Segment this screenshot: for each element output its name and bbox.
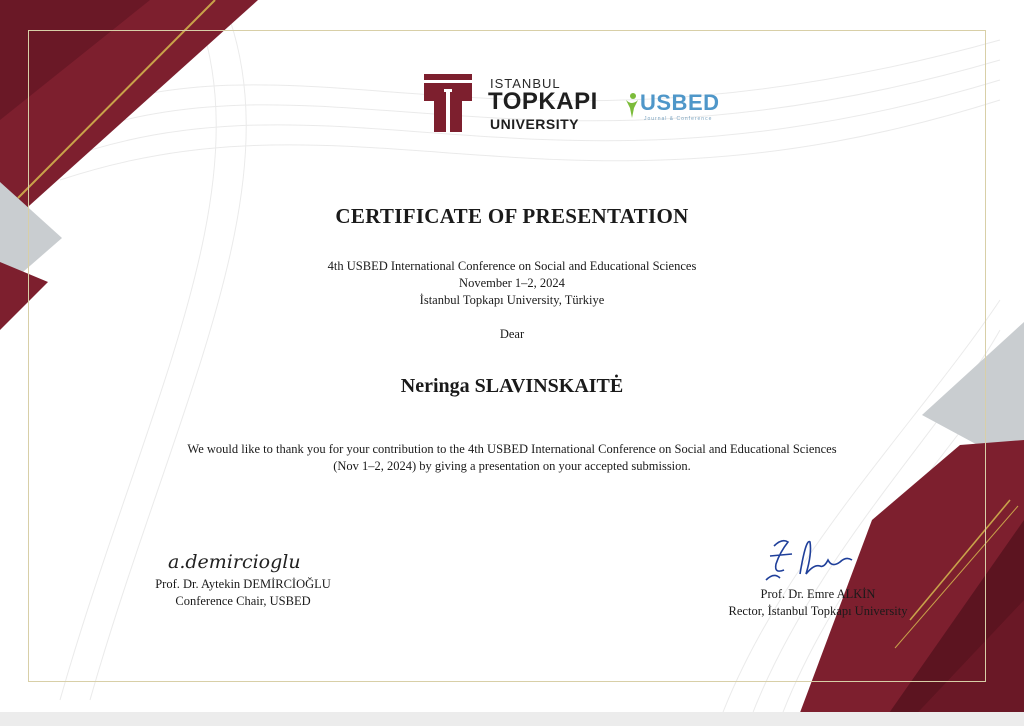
right-signatory-role: Rector, İstanbul Topkapı University <box>728 604 908 618</box>
usbed-logo-text: USBED <box>640 90 720 115</box>
logo-bar <box>0 70 1024 140</box>
conference-venue: İstanbul Topkapı University, Türkiye <box>419 293 605 307</box>
usbed-tagline: Journal & Conference <box>644 116 713 122</box>
topkapi-emblem-icon <box>424 74 472 132</box>
thanks-line-2: (Nov 1–2, 2024) by giving a presentation on your accepted submission. <box>333 459 691 473</box>
left-signature-block <box>128 548 358 610</box>
right-handwritten-signature <box>762 534 862 586</box>
university-line-1: ISTANBUL <box>490 76 561 91</box>
recipient-name: Neringa SLAVINSKAITĖ <box>400 375 624 397</box>
thanks-message <box>0 441 1024 475</box>
thanks-line-1: We would like to thank you for your contribution to the 4th USBED International Conference on Social and Educational Sciences <box>187 442 837 456</box>
right-signature-block <box>700 534 936 620</box>
university-line-3: UNIVERSITY <box>490 116 580 132</box>
certificate-title: CERTIFICATE OF PRESENTATION <box>335 204 689 228</box>
salutation: Dear <box>499 327 525 341</box>
usbed-figure-icon <box>624 92 640 118</box>
conference-name: 4th USBED International Conference on Social and Educational Sciences <box>327 259 697 273</box>
left-signatory-name: Prof. Dr. Aytekin DEMİRCİOĞLU <box>155 577 331 591</box>
bottom-edge-strip <box>0 712 1024 726</box>
left-handwritten-signature: a.demircioglu <box>168 551 301 573</box>
university-line-2: TOPKAPI <box>488 88 598 115</box>
left-signatory-role: Conference Chair, USBED <box>175 594 311 608</box>
right-signatory-name: Prof. Dr. Emre ALKİN <box>760 587 876 601</box>
conference-dates: November 1–2, 2024 <box>459 276 565 290</box>
